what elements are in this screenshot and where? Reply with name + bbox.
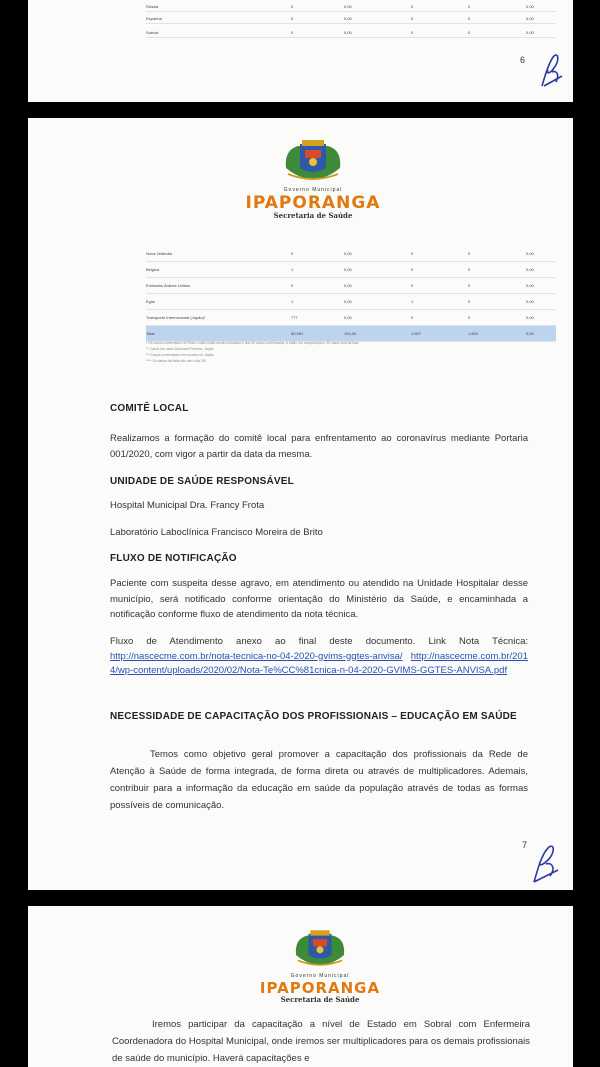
document-page-7	[28, 118, 573, 890]
document-page-6	[28, 0, 573, 102]
footnote: * Os casos confirmados no Reino Unido estão sendo revisados e dos 36 casos confirmados, 6 estão em recuperação e 30 casos fora da lista.	[146, 341, 360, 345]
country-cases-table	[146, 246, 556, 342]
logo-city-name: IPAPORANGA	[245, 193, 381, 213]
fluxo-paragraph: Paciente com suspeita desse agravo, em atendimento ou atendido na Unidade Hospitalar desse município, será notificado conforme orientação do Ministério da Saúde, e encaminhada a notificação conforme fluxo de atendimento da nota técnica.	[110, 578, 528, 620]
section-title-unidade: UNIDADE DE SAÚDE RESPONSÁVEL	[110, 476, 294, 487]
footnote: ** Casos em navio Diamond Princess, Japão	[146, 347, 214, 351]
ipaporanga-logo	[233, 138, 393, 220]
page-number: 6	[520, 55, 526, 65]
comite-paragraph: Realizamos a formação do comitê local para enfrentamento ao coronavírus mediante Portaria 001/2020, com vigor a partir da data da mesma.	[110, 433, 528, 460]
coat-of-arms-icon	[289, 928, 351, 968]
fluxo-annex-paragraph	[110, 635, 528, 679]
logo-gov-text: Governo Municipal	[290, 973, 350, 979]
nota-tecnica-link-1[interactable]: http://nascecme.com.br/nota-tecnica-no-04-2020-gvims-ggtes-anvisa/	[110, 650, 403, 662]
logo-secretaria: Secretaria de Saúde	[280, 995, 360, 1004]
table-row: Transporte Internacional (Japão)* 777 0,00 0 0 0,00	[146, 310, 556, 326]
section-title-comite: COMITÊ LOCAL	[110, 403, 189, 414]
coat-of-arms-icon	[278, 138, 348, 182]
footnote: *** Casos confirmados em cruzeiro no Japão.	[146, 353, 215, 357]
section-title-fluxo: FLUXO DE NOTIFICAÇÃO	[110, 553, 237, 564]
footnote: **** Os dados da Itália são até o dia 3/3.	[146, 359, 207, 363]
table-row: Suécia 0 0,00 0 0 0,00	[146, 28, 556, 38]
logo-gov-text: Governo Municipal	[283, 187, 343, 193]
table-row: Bélgica 1 0,00 0 0 0,00	[146, 262, 556, 278]
table-row: Espanha 0 0,00 0 0 0,00	[146, 14, 556, 24]
table-footnotes	[146, 340, 526, 364]
nota-tecnica-link-2[interactable]: http://nascecme.com.br/2014/wp-content/uploads/2020/02/Nota-Te%CC%81cnica-n-04-2020-GVIMS-GGTES-ANVISA.pdf	[110, 650, 528, 676]
table-row: Egito 1 0,00 1 0 0,00	[146, 294, 556, 310]
page-number: 7	[522, 840, 528, 850]
table-total-row: Total 89.981 100,00 1.507 1.604 0,00	[146, 326, 556, 342]
capacitacao-paragraph: Temos como objetivo geral promover a capacitação dos profissionais da Rede de Atenção à Saúde de forma integrada, de forma direta ou através de multiplicadores. Ademais, contribuir para a informação da educação em saúde da população através de todas as formas possíveis de comunicação.	[110, 749, 528, 811]
section-title-capacitacao: NECESSIDADE DE CAPACITAÇÃO DOS PROFISSIONAIS – EDUCAÇÃO EM SAÚDE	[110, 711, 517, 722]
fluxo-annex-text: Fluxo de Atendimento anexo ao final deste documento. Link Nota Técnica:	[110, 636, 528, 647]
unidade-hospital: Hospital Municipal Dra. Francy Frota	[110, 500, 265, 511]
unidade-laboratorio: Laboratório Laboclínica Francisco Moreira de Brito	[110, 527, 323, 538]
capacitacao-continuation-paragraph: Iremos participar da capacitação a nível de Estado em Sobral com Enfermeira Coordenadora do Hospital Municipal, onde iremos ser multiplicadores para os demais profissionais de saúde do município. Haverá capacitações e	[112, 1019, 530, 1064]
table-row: Emirados Árabes Unidos 0 0,00 0 0 0,00	[146, 278, 556, 294]
ipaporanga-logo	[240, 928, 400, 1004]
table-row: Rússia 0 0,00 0 0 0,00	[146, 2, 556, 12]
signature-icon	[536, 52, 566, 92]
document-page-8	[28, 906, 573, 1067]
logo-city-name: IPAPORANGA	[259, 979, 381, 997]
table-row: Nova Zelândia 0 0,00 0 0 0,00	[146, 246, 556, 262]
signature-icon	[528, 842, 562, 886]
logo-secretaria: Secretaria de Saúde	[273, 211, 353, 220]
